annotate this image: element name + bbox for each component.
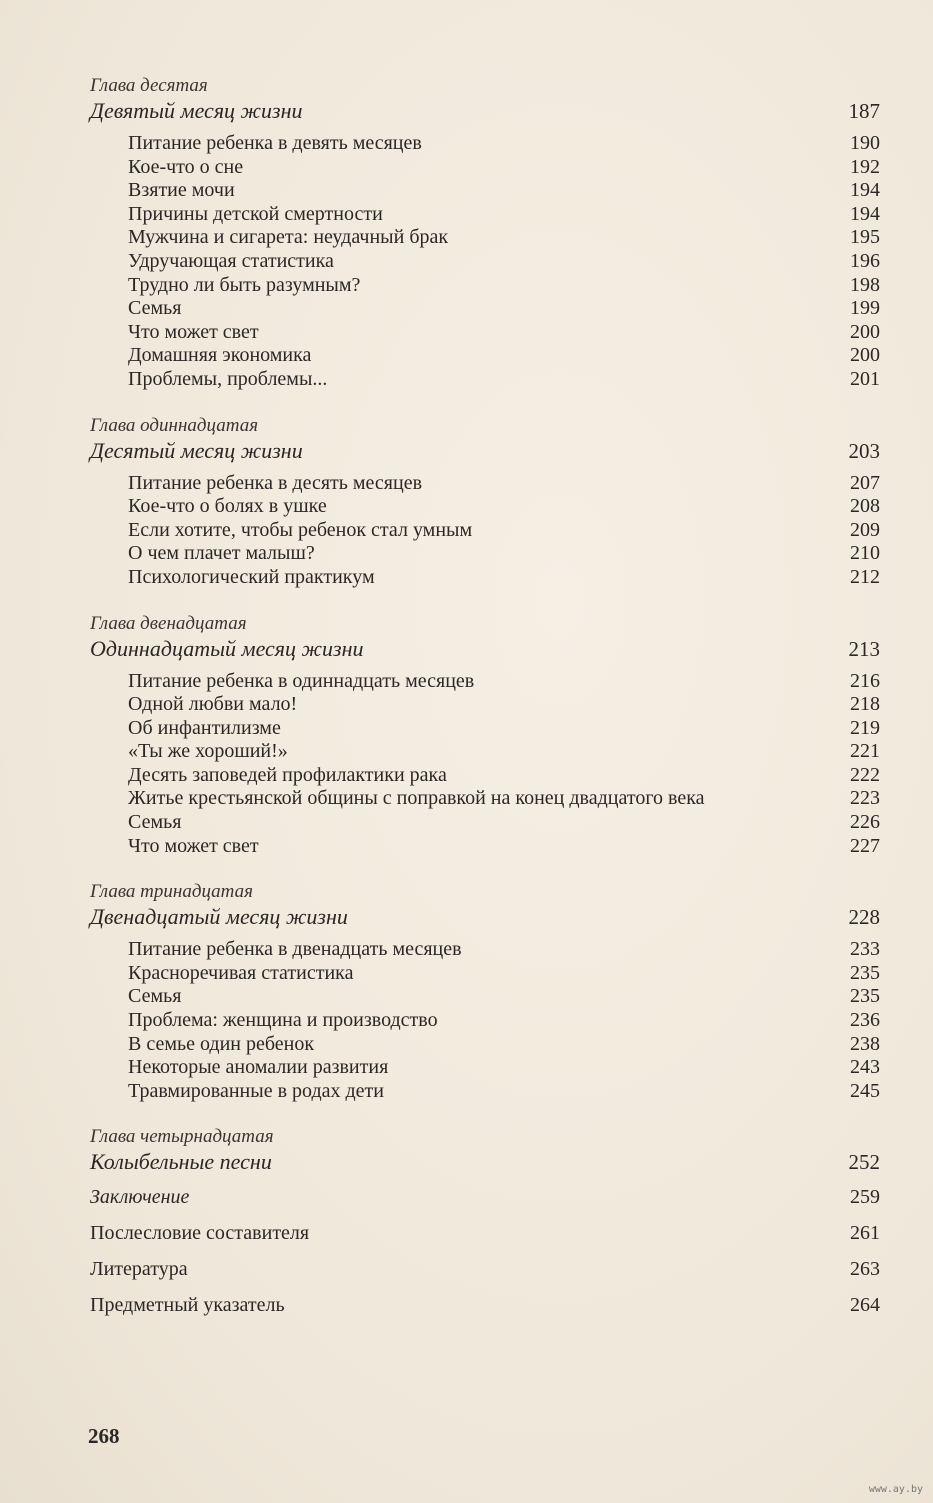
entry-title: Семья	[128, 297, 182, 320]
entry-page-number: 207	[850, 471, 880, 494]
entry-page-number: 226	[850, 811, 880, 834]
toc-entry	[90, 670, 880, 694]
toc-entry	[90, 297, 880, 321]
back-matter-page-number: 261	[850, 1222, 880, 1245]
toc-entry	[90, 156, 880, 180]
toc-entry	[90, 321, 880, 345]
entry-title: Семья	[128, 811, 182, 834]
chapter-label: Глава одиннадцатая	[90, 414, 259, 436]
entry-page-number: 222	[850, 763, 880, 786]
entry-title: Домашняя экономика	[128, 344, 312, 367]
entry-title: Кое-что о сне	[128, 155, 244, 178]
chapter-section	[90, 612, 880, 859]
chapter-page-number: 187	[848, 99, 880, 123]
chapter-label: Глава двенадцатая	[90, 612, 247, 634]
entry-page-number: 227	[850, 834, 880, 857]
entry-title: Красноречивая статистика	[128, 961, 354, 984]
entry-page-number: 218	[850, 693, 880, 716]
chapter-title: Девятый месяц жизни	[90, 98, 303, 123]
entry-title: Кое-что о болях в ушке	[128, 495, 327, 518]
entry-page-number: 233	[850, 938, 880, 961]
entry-title: Об инфантилизме	[128, 716, 281, 739]
table-of-contents	[90, 74, 880, 1329]
chapter-label: Глава десятая	[90, 75, 208, 96]
entry-title: Мужчина и сигарета: неудачный брак	[128, 226, 449, 249]
toc-entry	[90, 1080, 880, 1104]
entry-title: Трудно ли быть разумным?	[128, 273, 361, 296]
chapter-title-row	[90, 1149, 880, 1175]
entry-title: Проблема: женщина и производство	[128, 1009, 438, 1032]
chapter-title: Двенадцатый месяц жизни	[90, 904, 348, 930]
entry-title: Житье крестьянской общины с поправкой на конец двадцатого века	[128, 787, 705, 810]
entry-page-number: 201	[850, 367, 880, 390]
entry-page-number: 216	[850, 669, 880, 692]
chapter-page-number: 203	[848, 438, 880, 463]
entry-page-number: 194	[850, 202, 880, 225]
entry-page-number: 192	[850, 155, 880, 178]
toc-entry	[90, 938, 880, 962]
page-number: 268	[88, 1424, 120, 1448]
toc-entry	[90, 1009, 880, 1033]
chapter-section	[90, 414, 880, 590]
entry-page-number: 195	[850, 226, 880, 249]
entry-title: В семье один ребенок	[128, 1032, 315, 1055]
chapter-title: Одиннадцатый месяц жизни	[90, 635, 364, 661]
toc-entry	[90, 132, 880, 156]
toc-entry	[90, 740, 880, 764]
toc-entry	[90, 519, 880, 543]
watermark: www.ay.by	[868, 1484, 923, 1495]
entry-title: Семья	[128, 985, 182, 1008]
chapter-title: Десятый месяц жизни	[90, 437, 303, 463]
toc-entry	[90, 203, 880, 227]
entry-page-number: 190	[850, 132, 880, 154]
toc-entry	[90, 472, 880, 496]
entry-title: Взятие мочи	[128, 179, 235, 202]
entry-title: Питание ребенка в десять месяцев	[128, 471, 423, 494]
entry-title: Питание ребенка в девять месяцев	[128, 132, 422, 154]
entry-title: Если хотите, чтобы ребенок стал умным	[128, 518, 473, 541]
entry-title: Питание ребенка в одиннадцать месяцев	[128, 669, 475, 692]
toc-entry	[90, 344, 880, 368]
back-matter-page-number: 259	[850, 1186, 880, 1209]
toc-entry	[90, 274, 880, 298]
entry-title: «Ты же хороший!»	[128, 740, 288, 763]
entry-page-number: 223	[850, 787, 880, 810]
entry-title: Психологический практикум	[128, 565, 375, 588]
entry-title: Некоторые аномалии развития	[128, 1056, 389, 1079]
back-matter-title: Послесловие составителя	[90, 1222, 310, 1245]
entry-page-number: 208	[850, 495, 880, 518]
entry-page-number: 200	[850, 320, 880, 343]
toc-entry	[90, 811, 880, 835]
chapter-label: Глава четырнадцатая	[90, 1126, 274, 1148]
toc-entry	[90, 566, 880, 590]
back-matter-title: Заключение	[90, 1186, 190, 1209]
entry-page-number: 235	[850, 985, 880, 1008]
toc-entry	[90, 717, 880, 741]
back-matter-entry	[90, 1257, 880, 1281]
entry-page-number: 212	[850, 565, 880, 588]
toc-entry	[90, 368, 880, 392]
entry-title: Одной любви мало!	[128, 693, 298, 716]
entry-page-number: 196	[850, 249, 880, 272]
toc-entry	[90, 787, 880, 811]
entry-page-number: 209	[850, 518, 880, 541]
chapter-title-row	[90, 904, 880, 930]
toc-entry	[90, 962, 880, 986]
chapter-label: Глава тринадцатая	[90, 881, 253, 903]
entry-page-number: 199	[850, 297, 880, 320]
chapter-title-row	[90, 98, 880, 124]
entry-title: Проблемы, проблемы...	[128, 367, 328, 390]
entry-page-number: 245	[850, 1079, 880, 1102]
toc-entry	[90, 495, 880, 519]
toc-entry	[90, 226, 880, 250]
toc-entry	[90, 542, 880, 566]
entry-title: Питание ребенка в двенадцать месяцев	[128, 938, 462, 961]
back-matter-page-number: 264	[850, 1294, 880, 1317]
entry-title: Удручающая статистика	[128, 249, 334, 272]
toc-entry	[90, 1056, 880, 1080]
back-matter-entry	[90, 1293, 880, 1317]
toc-entry	[90, 250, 880, 274]
entry-page-number: 235	[850, 961, 880, 984]
chapter-page-number: 228	[848, 905, 880, 930]
entry-page-number: 236	[850, 1009, 880, 1032]
entry-title: Причины детской смертности	[128, 202, 383, 225]
back-matter-entry	[90, 1221, 880, 1245]
chapter-page-number: 213	[848, 636, 880, 661]
chapter-section	[90, 74, 880, 392]
toc-entry	[90, 764, 880, 788]
entry-title: Что может свет	[128, 834, 259, 857]
entry-title: Что может свет	[128, 320, 259, 343]
entry-page-number: 210	[850, 542, 880, 565]
entry-page-number: 200	[850, 344, 880, 367]
back-matter-page-number: 263	[850, 1258, 880, 1281]
entry-page-number: 238	[850, 1032, 880, 1055]
chapter-title-row	[90, 636, 880, 662]
toc-entry	[90, 179, 880, 203]
entry-title: Десять заповедей профилактики рака	[128, 763, 447, 786]
chapter-page-number: 252	[848, 1150, 880, 1175]
entry-page-number: 219	[850, 716, 880, 739]
back-matter-title: Предметный указатель	[90, 1294, 285, 1317]
entry-page-number: 243	[850, 1056, 880, 1079]
entry-title: О чем плачет малыш?	[128, 542, 315, 565]
toc-entry	[90, 835, 880, 859]
chapter-title-row	[90, 438, 880, 464]
back-matter-entry	[90, 1185, 880, 1209]
entry-page-number: 221	[850, 740, 880, 763]
toc-entry	[90, 1033, 880, 1057]
entry-title: Травмированные в родах дети	[128, 1079, 384, 1102]
toc-entry	[90, 693, 880, 717]
chapter-section	[90, 880, 880, 1103]
toc-entry	[90, 985, 880, 1009]
back-matter-title: Литература	[90, 1258, 188, 1281]
entry-page-number: 194	[850, 179, 880, 202]
chapter-title: Колыбельные песни	[90, 1149, 272, 1175]
chapter-section	[90, 1125, 880, 1175]
entry-page-number: 198	[850, 273, 880, 296]
